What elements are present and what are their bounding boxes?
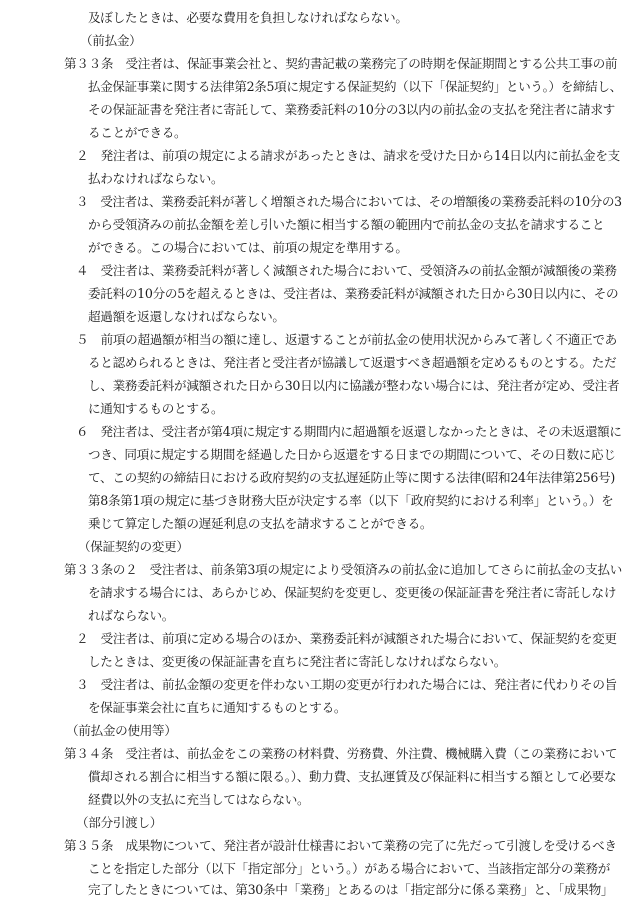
text-line: を請求する場合には、あらかじめ、保証契約を変更し、変更後の保証証書を発注者に寄託しなけ — [88, 585, 617, 600]
paragraph-2: ２ 受注者は、前項に定める場合のほか、業務委託料が減額された場合において、保証契約を変更 — [76, 631, 617, 646]
section-heading: （部分引渡し） — [76, 815, 163, 830]
text-line: ることができる。 — [88, 125, 187, 140]
article-33-2: 第３３条の２ 受注者は、前条第3項の規定により受領済みの前払金に追加してさらに前払金の支払い — [64, 562, 622, 577]
paragraph-4: ４ 受注者は、業務委託料が著しく減額された場合において、受領済みの前払金額が減額後の業務 — [76, 263, 617, 278]
article-35: 第３５条 成果物について、発注者が設計仕様書において業務の完了に先だって引渡しを受けるべき — [64, 838, 617, 853]
paragraph-3: ３ 受注者は、前払金額の変更を伴わない工期の変更が行われた場合には、発注者に代わりその旨 — [76, 677, 617, 692]
text-line: 完了したときについては、第30条中「業務」とあるのは「指定部分に係る業務」と、「成果物」 — [88, 882, 614, 897]
text-line: ると認められるときは、発注者と受注者が協議して返還すべき超過額を定めるものとする。ただ — [88, 355, 617, 370]
text-line: 経費以外の支払に充当してはならない。 — [88, 792, 310, 807]
section-heading: （前払金） — [80, 33, 142, 48]
text-line: したときは、変更後の保証証書を直ちに発注者に寄託しなければならない。 — [88, 654, 506, 669]
text-line: し、業務委託料が減額された日から30日以内に協議が整わない場合には、発注者が定め、受注者 — [88, 378, 620, 393]
section-heading: （前払金の使用等） — [66, 723, 177, 738]
section-heading: （保証契約の変更） — [78, 539, 189, 554]
text-line: その保証証書を発注者に寄託して、業務委託料の10分の3以内の前払金の支払を発注者に請求す — [88, 102, 615, 117]
text-line: 超過額を返還しなければならない。 — [88, 309, 285, 324]
text-line: ことを指定した部分（以下「指定部分」という。）がある場合において、当該指定部分の業務が — [88, 861, 611, 876]
text-line: つき、同項に規定する期間を経過した日から返還をする日までの期間について、その日数に応じ — [88, 447, 616, 462]
text-line: ができる。この場合においては、前項の規定を準用する。 — [88, 240, 408, 255]
text-line: に通知するものとする。 — [88, 401, 224, 416]
paragraph-5: ５ 前項の超過額が相当の額に達し、返還することが前払金の使用状況からみて著しく不適正であ — [76, 332, 617, 347]
text-line: 及ぼしたときは、必要な費用を負担しなければならない。 — [88, 10, 408, 25]
paragraph-2: ２ 発注者は、前項の規定による請求があったときは、請求を受けた日から14日以内に前払金を支 — [76, 148, 620, 163]
text-line: 償却される割合に相当する額に限る。）、動力費、支払運賃及び保証料に相当する額として必要な — [88, 769, 617, 784]
text-line: を保証事業会社に直ちに通知するものとする。 — [88, 700, 347, 715]
text-line: て、この契約の締結日における政府契約の支払遅延防止等に関する法律(昭和24年法律第256号) — [88, 470, 615, 485]
text-line: 第8条第1項の規定に基づき財務大臣が決定する率（以下「政府契約における利率」という。）を — [88, 493, 614, 508]
text-line: 乗じて算定した額の遅延利息の支払を請求することができる。 — [88, 516, 433, 531]
text-line: 払金保証事業に関する法律第2条5項に規定する保証契約（以下「保証契約」という。）を締結し、 — [88, 79, 622, 94]
article-34: 第３４条 受注者は、前払金をこの業務の材料費、労務費、外注費、機械購入費（この業務において — [64, 746, 618, 761]
text-line: から受領済みの前払金額を差し引いた額に相当する額の範囲内で前払金の支払を請求すること — [88, 217, 605, 232]
article-33: 第３３条 受注者は、保証事業会社と、契約書記載の業務完了の時期を保証期間とする公共工事の前 — [64, 56, 618, 71]
text-line: ればならない。 — [88, 608, 175, 623]
paragraph-6: ６ 発注者は、受注者が第4項に規定する期間内に超過額を返還しなかったときは、その未返還額に — [76, 424, 622, 439]
text-line: 払わなければならない。 — [88, 171, 224, 186]
text-line: 委託料の10分の5を超えるときは、受注者は、業務委託料が減額された日から30日以内に、その — [88, 286, 619, 301]
paragraph-3: ３ 受注者は、業務委託料が著しく増額された場合においては、その増額後の業務委託料の10分の3 — [76, 194, 622, 209]
